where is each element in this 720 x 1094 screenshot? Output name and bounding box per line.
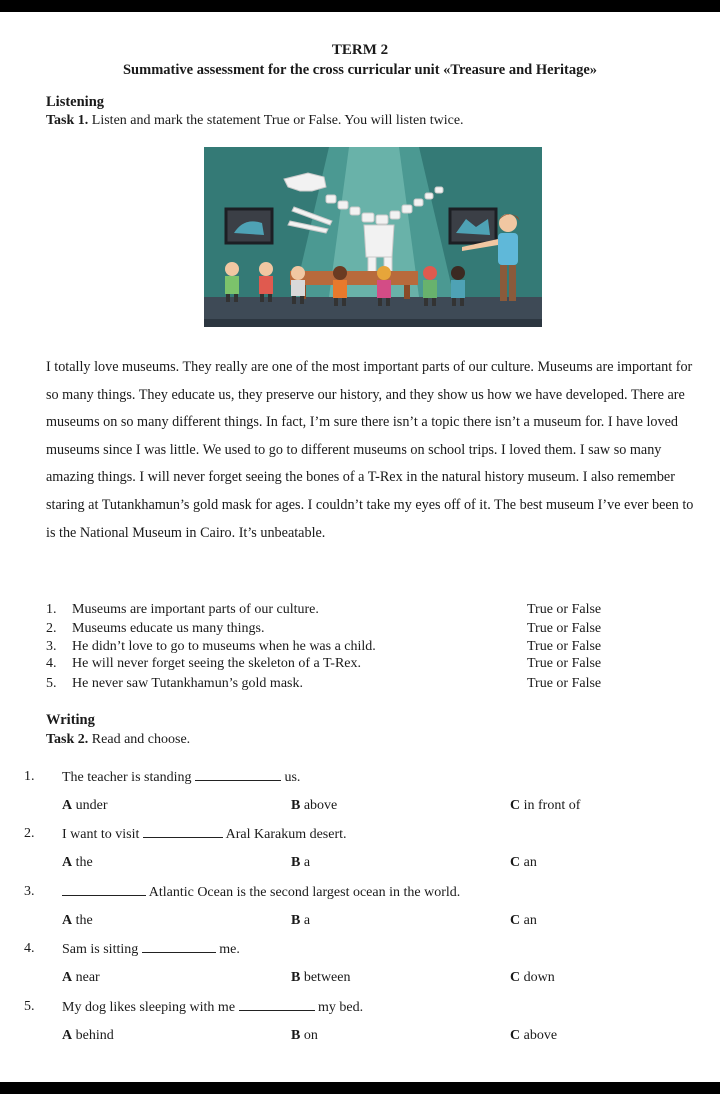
task2-instruction xyxy=(46,732,190,748)
option-c[interactable] xyxy=(510,798,580,814)
option-b[interactable] xyxy=(291,855,310,871)
task1-instruction xyxy=(46,113,464,129)
statement-number: 5. xyxy=(46,676,57,691)
option-c[interactable] xyxy=(510,913,537,929)
listening-passage xyxy=(46,354,696,547)
option-letter: B xyxy=(291,970,301,985)
option-letter: B xyxy=(291,913,301,928)
option-letter: C xyxy=(510,970,521,985)
option-c[interactable] xyxy=(510,1028,557,1044)
statement-text: Museums educate us many things. xyxy=(72,621,265,636)
question-text-after: Aral Karakum desert. xyxy=(222,827,347,842)
question-5 xyxy=(62,999,363,1016)
option-a[interactable] xyxy=(62,970,100,986)
option-a[interactable] xyxy=(62,1028,114,1044)
question-text-before: The teacher is standing xyxy=(62,770,195,785)
option-letter: B xyxy=(291,798,301,813)
option-b[interactable] xyxy=(291,913,310,929)
true-false-choice[interactable]: True or False xyxy=(527,602,602,617)
option-letter: A xyxy=(62,855,73,870)
option-b[interactable] xyxy=(291,1028,318,1044)
statement-text: He never saw Tutankhamun’s gold mask. xyxy=(72,676,303,691)
listening-heading: Listening xyxy=(46,94,105,110)
answer-blank[interactable] xyxy=(143,826,223,838)
question-number: 5. xyxy=(24,999,35,1014)
true-false-choice[interactable]: True or False xyxy=(527,676,602,691)
option-a[interactable] xyxy=(62,913,93,929)
question-4 xyxy=(62,941,240,958)
option-text: in front of xyxy=(523,798,581,813)
statement-number: 1. xyxy=(46,602,57,617)
question-text-before: I want to visit xyxy=(62,827,143,842)
question-text-before: Sam is sitting xyxy=(62,942,142,957)
statement-number: 2. xyxy=(46,621,57,636)
option-letter: C xyxy=(510,855,521,870)
true-false-choice[interactable]: True or False xyxy=(527,656,602,671)
true-false-choice[interactable]: True or False xyxy=(527,621,602,636)
option-text: down xyxy=(523,970,555,985)
answer-blank[interactable] xyxy=(142,941,216,953)
task2-text: Read and choose. xyxy=(91,732,191,747)
museum-illustration xyxy=(204,147,542,327)
writing-heading: Writing xyxy=(46,712,95,728)
option-text: the xyxy=(75,913,93,928)
question-1 xyxy=(62,769,300,786)
option-text: between xyxy=(303,970,351,985)
option-letter: A xyxy=(62,970,73,985)
assessment-subtitle: Summative assessment for the cross curricular unit «Treasure and Heritage» xyxy=(122,62,598,78)
option-letter: A xyxy=(62,1028,73,1043)
statement-text: He didn’t love to go to museums when he was a child. xyxy=(72,639,376,654)
option-letter: C xyxy=(510,798,521,813)
option-letter: A xyxy=(62,913,73,928)
statement-text: Museums are important parts of our culture. xyxy=(72,602,319,617)
term-title: TERM 2 xyxy=(331,42,389,58)
option-text: an xyxy=(523,855,537,870)
option-text: a xyxy=(303,913,311,928)
option-text: the xyxy=(75,855,93,870)
question-number: 4. xyxy=(24,941,35,956)
option-c[interactable] xyxy=(510,970,555,986)
option-b[interactable] xyxy=(291,970,351,986)
option-text: above xyxy=(523,1028,558,1043)
option-letter: B xyxy=(291,1028,301,1043)
option-letter: C xyxy=(510,913,521,928)
option-letter: B xyxy=(291,855,301,870)
statement-text: He will never forget seeing the skeleton of a T-Rex. xyxy=(72,656,361,671)
option-text: an xyxy=(523,913,537,928)
option-text: near xyxy=(75,970,100,985)
option-text: a xyxy=(303,855,311,870)
answer-blank[interactable] xyxy=(239,999,315,1011)
task1-label: Task 1. xyxy=(46,113,89,128)
option-a[interactable] xyxy=(62,855,93,871)
question-text-before: My dog likes sleeping with me xyxy=(62,1000,239,1015)
task1-text: Listen and mark the statement True or False. You will listen twice. xyxy=(91,113,464,128)
true-false-choice[interactable]: True or False xyxy=(527,639,602,654)
option-letter: C xyxy=(510,1028,521,1043)
statement-number: 4. xyxy=(46,656,57,671)
option-c[interactable] xyxy=(510,855,537,871)
question-2 xyxy=(62,826,347,843)
option-text: on xyxy=(303,1028,318,1043)
passage-text: I totally love museums. They really are one of the most important parts of our culture. Museums are important for so many things. They educate us, they preserve our history, and they show us how we have developed. There are museums on so many different things. In fact, I’m sure there isn’t a topic there isn’t a museum for. I have loved museums since I was little. We used to go to different museums on school trips. I loved them. I saw so many amazing things. I will never forget seeing the bones of a T-Rex in the natural history museum. I also remember staring at Tutankhamun’s gold mask for ages. I couldn’t take my eyes off of it. The best museum I’ve ever been to is the National Museum in Cairo. It’s unbeatable. xyxy=(46,359,694,541)
question-text-after: us. xyxy=(280,770,301,785)
option-text: above xyxy=(303,798,338,813)
option-text: under xyxy=(75,798,108,813)
question-3 xyxy=(62,884,460,901)
option-b[interactable] xyxy=(291,798,337,814)
answer-blank[interactable] xyxy=(62,884,146,896)
option-text: behind xyxy=(75,1028,114,1043)
question-text-after: Atlantic Ocean is the second largest ocean in the world. xyxy=(146,885,461,900)
question-text-after: my bed. xyxy=(314,1000,364,1015)
question-number: 1. xyxy=(24,769,35,784)
answer-blank[interactable] xyxy=(195,769,281,781)
question-number: 3. xyxy=(24,884,35,899)
option-letter: A xyxy=(62,798,73,813)
question-number: 2. xyxy=(24,826,35,841)
worksheet-page xyxy=(0,12,720,1082)
option-a[interactable] xyxy=(62,798,108,814)
task2-label: Task 2. xyxy=(46,732,89,747)
statement-number: 3. xyxy=(46,639,57,654)
question-text-after: me. xyxy=(215,942,240,957)
